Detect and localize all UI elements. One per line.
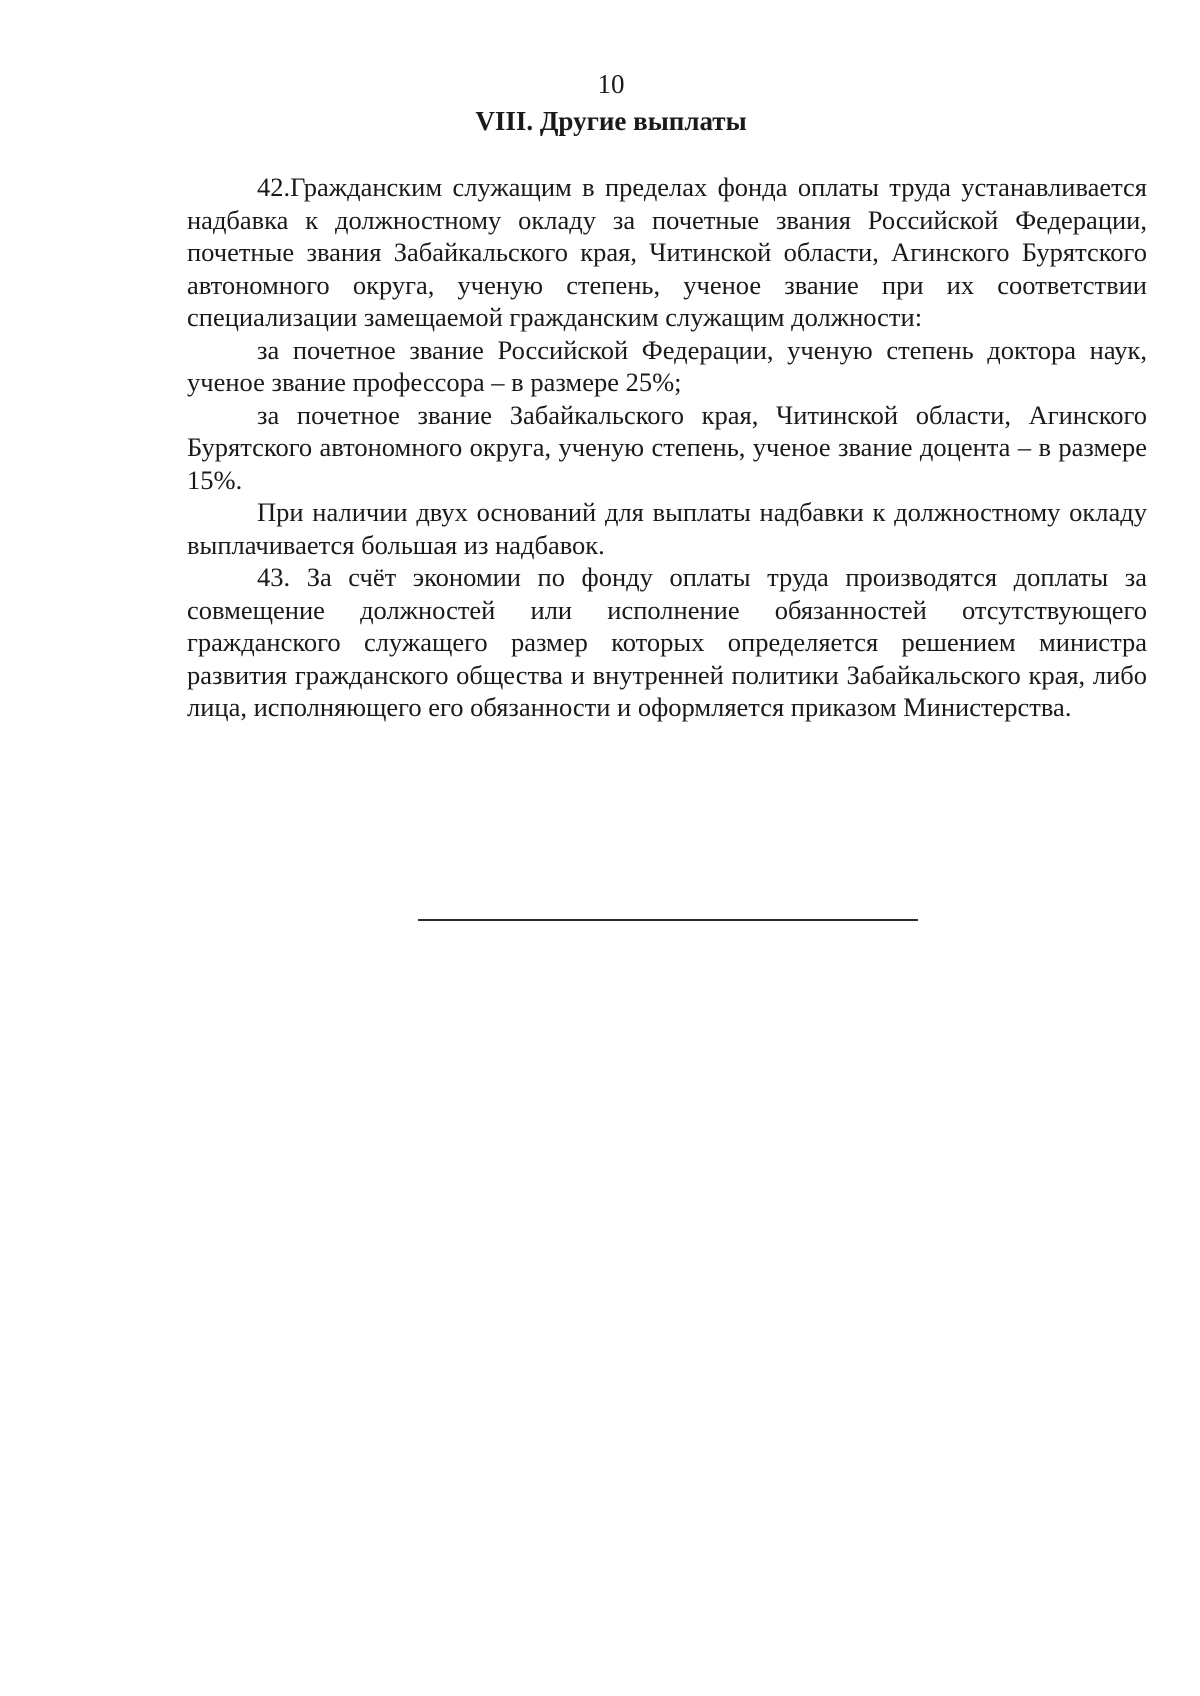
end-separator-line bbox=[418, 919, 918, 921]
document-body bbox=[187, 171, 1147, 724]
paragraph-43: 43. За счёт экономии по фонду оплаты труда производятся доплаты за совмещение должностей или исполнение обязанностей отсутствующего гражданского служащего размер которых определяется решением министра развития гражданского общества и внутренней политики Забайкальского края, либо лица, исполняющего его обязанности и оформляется приказом Министерства. bbox=[187, 562, 1147, 722]
page-number: 10 bbox=[597, 69, 625, 99]
paragraph-two-grounds: При наличии двух оснований для выплаты надбавки к должностному окладу выплачивается большая из надбавок. bbox=[187, 497, 1147, 560]
paragraph-honorary-regional: за почетное звание Забайкальского края, Читинской области, Агинского Бурятского автономного округа, ученую степень, ученое звание доцента – в размере 15%. bbox=[187, 399, 1147, 495]
section-title: VIII. Другие выплаты bbox=[475, 106, 747, 136]
paragraph-42: 42.Гражданским служащим в пределах фонда оплаты труда устанавливается надбавка к должностному окладу за почетные звания Российской Федерации, почетные звания Забайкальского края, Читинской области, Агинского Бурятского автономного округа, ученую степень, ученое звание при их соответствии специализации замещаемой гражданским служащим должности: bbox=[187, 172, 1147, 332]
paragraph-honorary-rf: за почетное звание Российской Федерации, ученую степень доктора наук, ученое звание профессора – в размере 25%; bbox=[187, 334, 1147, 397]
